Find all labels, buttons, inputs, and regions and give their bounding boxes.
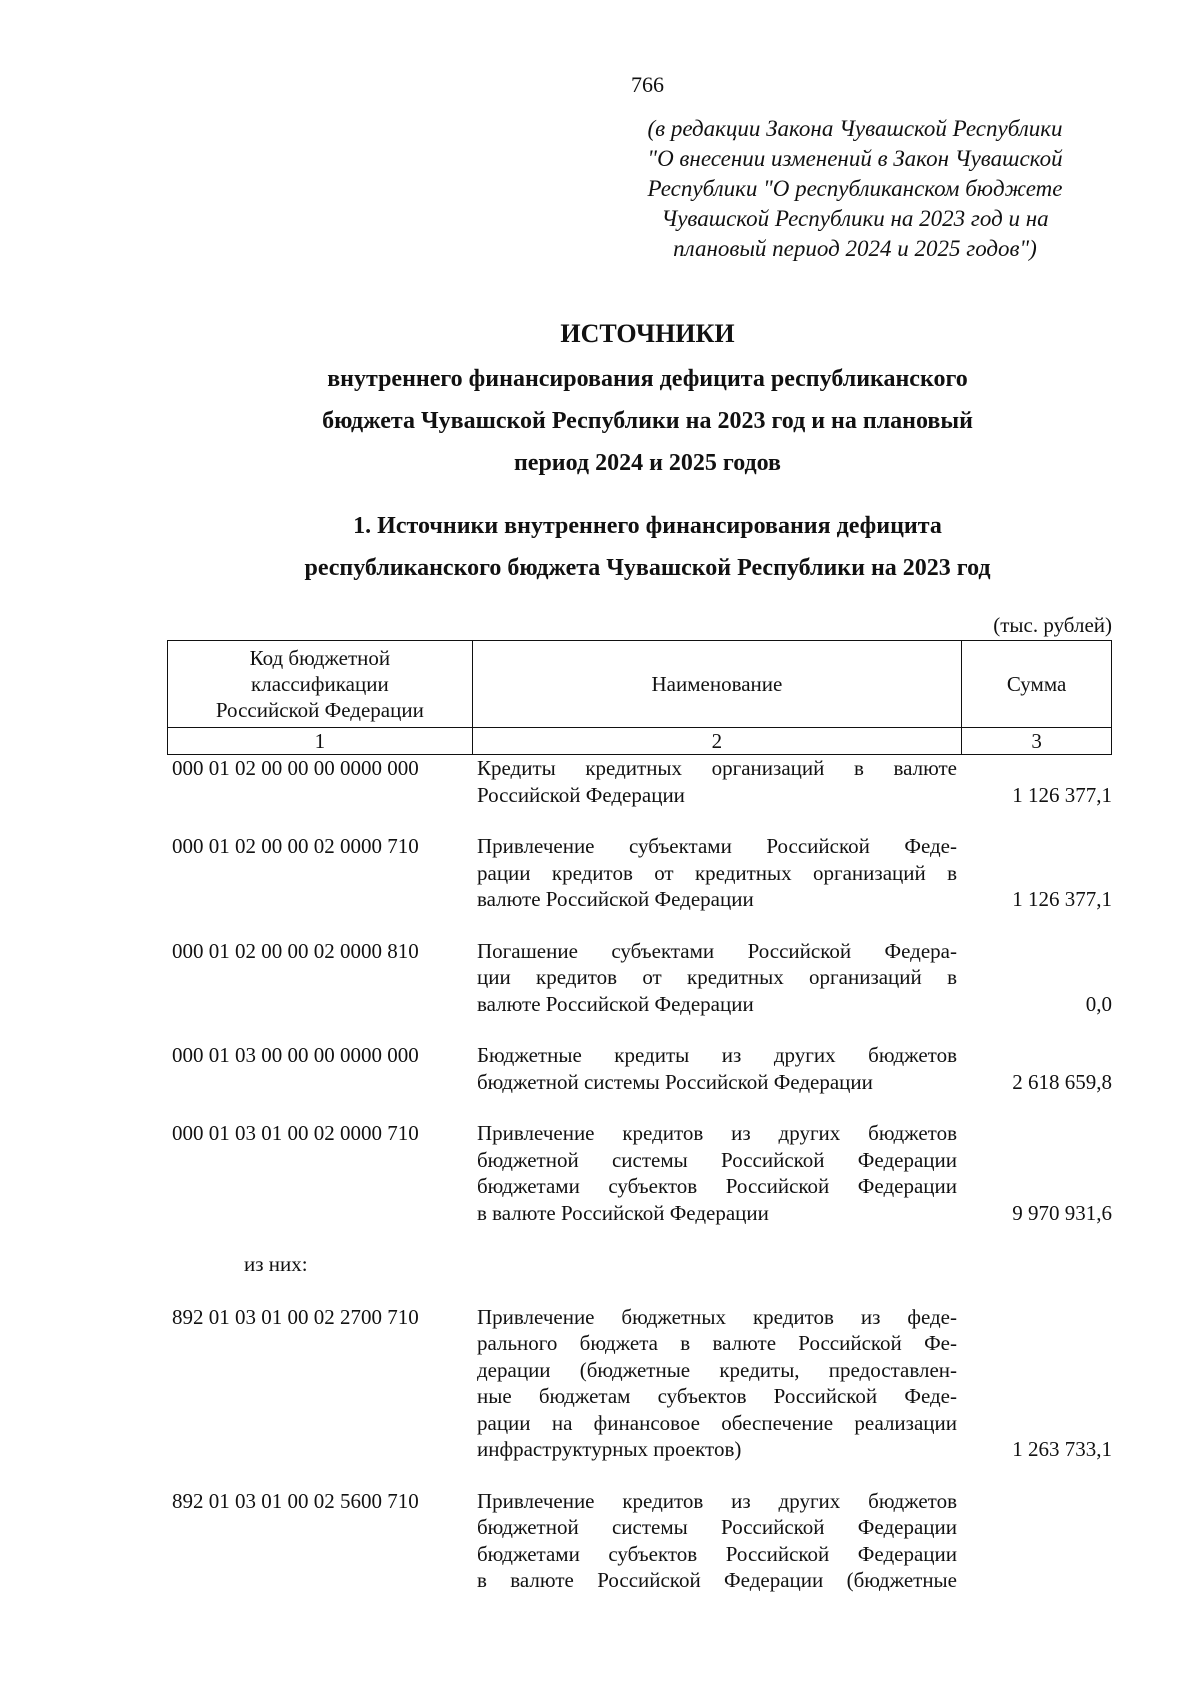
table-row (0, 1042, 1200, 1095)
amendment-note (600, 114, 1110, 264)
row-code: 000 01 02 00 00 00 0000 000 (172, 756, 419, 780)
table-header (167, 640, 1112, 755)
header-code-line: классификации (251, 672, 389, 696)
section-heading-line: 1. Источники внутреннего финансирования дефицита (353, 513, 942, 539)
row-code: 892 01 03 01 00 02 2700 710 (172, 1304, 419, 1329)
row-sum: 2 618 659,8 (1012, 1069, 1112, 1094)
row-name-line: рации на финансовое обеспечение реализации (477, 1410, 957, 1435)
document-subtitle (0, 358, 1200, 484)
row-name (477, 1488, 957, 1594)
table-row (0, 755, 1200, 808)
row-name-line: Привлечение кредитов из других бюджетов (477, 1488, 957, 1513)
row-name (477, 1304, 957, 1463)
row-sum: 1 263 733,1 (1012, 1437, 1112, 1461)
row-name-line: рации кредитов от кредитных организаций в (477, 860, 957, 885)
table-row (0, 1304, 1200, 1463)
header-sum: Сумма (962, 641, 1112, 728)
row-sum: 0,0 (1085, 991, 1112, 1016)
table-row (0, 1488, 1200, 1594)
row-sum: 9 970 931,6 (1012, 1200, 1112, 1225)
row-code: 892 01 03 01 00 02 5600 710 (172, 1488, 419, 1513)
row-code: 000 01 03 00 00 00 0000 000 (172, 1043, 419, 1067)
table-body (0, 755, 1200, 1619)
subtitle-line: период 2024 и 2025 годов (513, 450, 782, 476)
row-name-line: валюте Российской Федерации (477, 991, 754, 1016)
row-code: 000 01 03 01 00 02 0000 710 (172, 1121, 419, 1145)
row-name-line: Российской Федерации (477, 782, 685, 807)
table-row (0, 1120, 1200, 1226)
row-name-line: в валюте Российской Федерации (бюджетные (477, 1568, 957, 1592)
column-number: 1 (168, 728, 473, 755)
row-name-line: бюджетной системы Российской Федерации (477, 1147, 957, 1172)
row-name (477, 1042, 957, 1095)
header-code-line: Российской Федерации (215, 698, 424, 722)
row-name-line: Привлечение субъектами Российской Феде- (477, 834, 957, 858)
page-number: 766 (631, 72, 664, 97)
row-sum: 1 126 377,1 (1012, 782, 1112, 807)
subtitle-line: бюджета Чувашской Республики на 2023 год и на плановый (322, 408, 973, 434)
row-name-line: Кредиты кредитных организаций в валюте (477, 756, 957, 780)
header-code-line: Код бюджетной (249, 646, 391, 670)
row-code: 000 01 02 00 00 02 0000 810 (172, 938, 419, 963)
row-name (477, 755, 957, 808)
row-name-line: Привлечение кредитов из других бюджетов (477, 1121, 957, 1145)
row-name-line: бюджетной системы Российской Федерации (477, 1069, 873, 1094)
row-name-line: инфраструктурных проектов) (477, 1437, 742, 1461)
header-name: Наименование (472, 641, 961, 728)
section-heading (0, 505, 1200, 589)
section-heading-line: республиканского бюджета Чувашской Республики на 2023 год (304, 555, 991, 581)
row-name-line: в валюте Российской Федерации (477, 1200, 769, 1225)
column-number: 3 (962, 728, 1112, 755)
row-sum: 1 126 377,1 (1012, 887, 1112, 911)
row-name-line: Привлечение бюджетных кредитов из феде- (477, 1304, 957, 1329)
row-code: 000 01 02 00 00 02 0000 710 (172, 834, 419, 858)
column-number: 2 (472, 728, 961, 755)
row-name-line: валюте Российской Федерации (477, 887, 754, 911)
document-title: ИСТОЧНИКИ (560, 319, 735, 348)
row-name-line: бюджетами субъектов Российской Федерации (477, 1174, 957, 1198)
amendment-line: (в редакции Закона Чувашской Республики (647, 116, 1063, 141)
row-name-line: ции кредитов от кредитных организаций в (477, 965, 957, 989)
amendment-line: "О внесении изменений в Закон Чувашской (647, 146, 1063, 171)
row-name-line: Погашение субъектами Российской Федера- (477, 938, 957, 963)
sub-items-note: из них: (244, 1252, 308, 1276)
row-name (477, 938, 957, 1018)
amendment-line: Республики "О республиканском бюджете (647, 176, 1063, 201)
row-name-line: рального бюджета в валюте Российской Фе- (477, 1331, 957, 1355)
row-name-line: бюджетной системы Российской Федерации (477, 1515, 957, 1539)
row-name-line: дерации (бюджетные кредиты, предоставлен- (477, 1357, 957, 1382)
table-row (0, 938, 1200, 1018)
row-name (477, 1120, 957, 1226)
row-name-line: бюджетами субъектов Российской Федерации (477, 1541, 957, 1566)
amendment-line: плановый период 2024 и 2025 годов") (673, 236, 1037, 261)
table-row (0, 833, 1200, 913)
row-name-line: Бюджетные кредиты из других бюджетов (477, 1043, 957, 1067)
header-code (168, 641, 473, 728)
row-name-line: ные бюджетам субъектов Российской Феде- (477, 1384, 957, 1408)
units-label: (тыс. рублей) (993, 613, 1112, 637)
subtitle-line: внутреннего финансирования дефицита республиканского (327, 366, 968, 392)
row-name (477, 833, 957, 913)
amendment-line: Чувашской Республики на 2023 год и на (661, 206, 1049, 231)
